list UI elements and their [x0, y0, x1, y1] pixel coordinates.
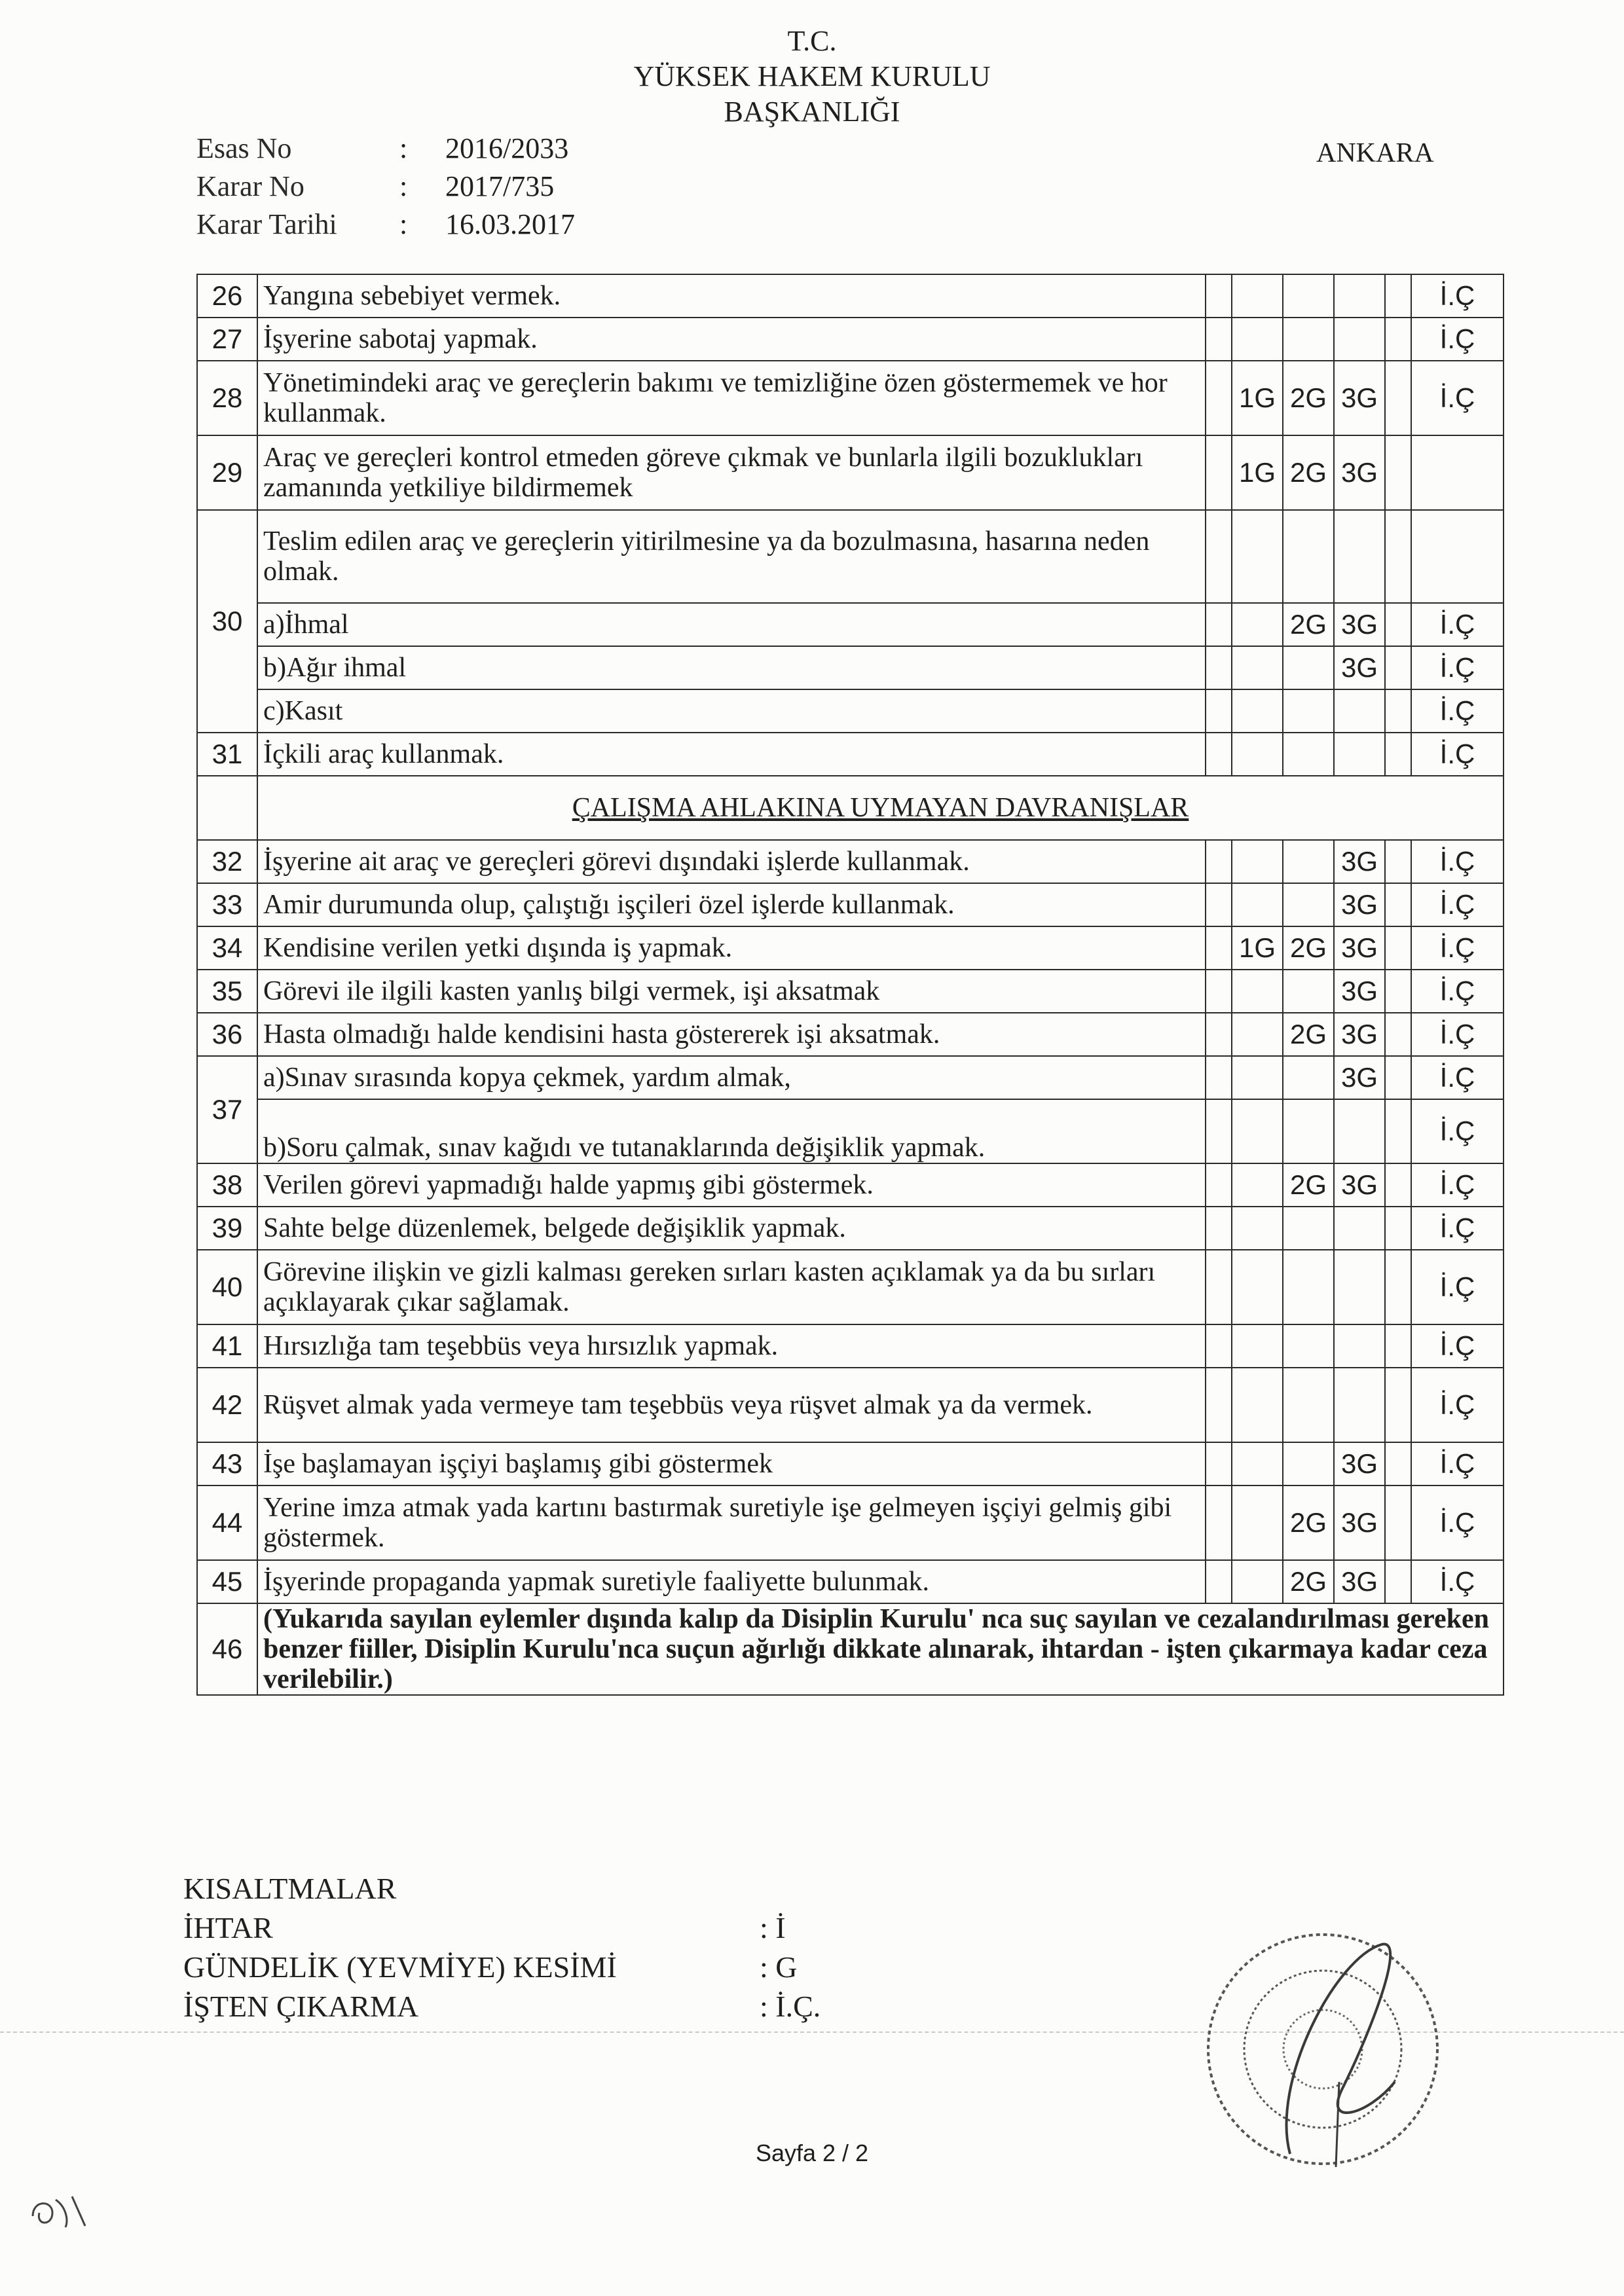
meta-value: 2016/2033 [445, 132, 569, 164]
row-description: Hırsızlığa tam teşebbüs veya hırsızlık yapmak. [257, 1324, 1206, 1368]
meta-colon: : [399, 170, 408, 202]
row-number: 41 [197, 1324, 257, 1368]
table-row [197, 883, 1504, 926]
meta-value: 16.03.2017 [445, 208, 575, 240]
penalty-3g: 3G [1334, 603, 1385, 646]
row-description: İşyerinde propaganda yapmak suretiyle faaliyette bulunmak. [257, 1560, 1206, 1603]
table-row [197, 1560, 1504, 1603]
table-row [197, 1442, 1504, 1485]
meta-esas-no [196, 130, 575, 168]
handwritten-mark [26, 2187, 98, 2236]
penalty-ic: İ.Ç [1411, 1163, 1504, 1207]
row-description: Hasta olmadığı halde kendisini hasta göstererek işi aksatmak. [257, 1013, 1206, 1056]
meta-label: Esas No [196, 132, 292, 164]
section-row [197, 776, 1504, 840]
abbreviation-item [183, 1908, 821, 1948]
penalty-3g: 3G [1334, 926, 1385, 970]
penalty-3g: 3G [1334, 1056, 1385, 1099]
penalty-1g: 1G [1232, 361, 1283, 435]
row-number: 31 [197, 733, 257, 776]
page-number: Sayfa 2 / 2 [755, 2140, 869, 2166]
penalty-2g: 2G [1283, 603, 1334, 646]
header-office: BAŞKANLIĞI [724, 96, 900, 128]
row-description: Kendisine verilen yetki dışında iş yapmak. [257, 926, 1206, 970]
row-number: 40 [197, 1250, 257, 1324]
row-subitem: a)Sınav sırasında kopya çekmek, yardım almak, [257, 1056, 1206, 1099]
row-number: 35 [197, 970, 257, 1013]
penalty-ic: İ.Ç [1411, 1368, 1504, 1442]
penalty-ic: İ.Ç [1411, 361, 1504, 435]
penalty-ic: İ.Ç [1411, 970, 1504, 1013]
abbreviation-value: : İ.Ç. [760, 1990, 821, 2023]
penalty-1g: 1G [1232, 435, 1283, 510]
row-number: 44 [197, 1485, 257, 1560]
penalty-ic: İ.Ç [1411, 1485, 1504, 1560]
meta-karar-tarihi [196, 206, 575, 244]
row-description: (Yukarıda sayılan eylemler dışında kalıp da Disiplin Kurulu' nca suç sayılan ve cezalandırılması gereken benzer fiiller, Disiplin Kurulu'nca suçun ağırlığı dikkate alınarak, ihtardan - işten çıkarmaya kadar ceza verilebilir.) [257, 1603, 1504, 1695]
penalty-2g: 2G [1283, 926, 1334, 970]
table-row [197, 926, 1504, 970]
penalty-1g: 1G [1232, 926, 1283, 970]
penalty-ic: İ.Ç [1411, 646, 1504, 689]
table-row [197, 435, 1504, 510]
row-description: Verilen görevi yapmadığı halde yapmış gibi göstermek. [257, 1163, 1206, 1207]
row-number: 34 [197, 926, 257, 970]
table-row [197, 1099, 1504, 1163]
penalty-ic: İ.Ç [1411, 603, 1504, 646]
row-number: 42 [197, 1368, 257, 1442]
row-number: 28 [197, 361, 257, 435]
meta-colon: : [399, 132, 408, 164]
meta-value: 2017/735 [445, 170, 555, 202]
case-meta [196, 130, 575, 244]
row-number: 30 [197, 510, 257, 733]
penalty-3g: 3G [1334, 840, 1385, 883]
penalty-2g: 2G [1283, 1560, 1334, 1603]
penalty-ic: İ.Ç [1411, 840, 1504, 883]
table-row [197, 840, 1504, 883]
abbreviation-item [183, 1987, 821, 2026]
row-description: Görevi ile ilgili kasten yanlış bilgi vermek, işi aksatmak [257, 970, 1206, 1013]
row-description: İşyerine ait araç ve gereçleri görevi dışındaki işlerde kullanmak. [257, 840, 1206, 883]
meta-label: Karar No [196, 170, 304, 202]
penalty-3g: 3G [1334, 1560, 1385, 1603]
row-number: 27 [197, 318, 257, 361]
table-row [197, 1056, 1504, 1099]
abbreviation-key: İHTAR [183, 1911, 273, 1944]
row-description: Yangına sebebiyet vermek. [257, 274, 1206, 318]
penalty-2g: 2G [1283, 1485, 1334, 1560]
penalty-3g: 3G [1334, 1485, 1385, 1560]
table-row [197, 603, 1504, 646]
table-row [197, 733, 1504, 776]
abbreviation-item [183, 1948, 821, 1987]
row-number: 43 [197, 1442, 257, 1485]
penalty-ic: İ.Ç [1411, 926, 1504, 970]
table-row [197, 274, 1504, 318]
row-description: Sahte belge düzenlemek, belgede değişiklik yapmak. [257, 1207, 1206, 1250]
penalty-3g: 3G [1334, 646, 1385, 689]
table-row [197, 1324, 1504, 1368]
row-number: 32 [197, 840, 257, 883]
penalty-ic: İ.Ç [1411, 318, 1504, 361]
table-row [197, 1603, 1504, 1695]
penalty-3g: 3G [1334, 1442, 1385, 1485]
abbreviation-key: İŞTEN ÇIKARMA [183, 1990, 419, 2023]
row-description: Araç ve gereçleri kontrol etmeden göreve çıkmak ve bunlarla ilgili bozuklukları zamanında yetkiliye bildirmemek [257, 435, 1206, 510]
table-row [197, 1163, 1504, 1207]
penalty-3g: 3G [1334, 361, 1385, 435]
row-description: Yerine imza atmak yada kartını bastırmak suretiyle işe gelmeyen işçiyi gelmiş gibi göstermek. [257, 1485, 1206, 1560]
header-city: ANKARA [1316, 138, 1434, 168]
penalty-ic: İ.Ç [1411, 689, 1504, 733]
section-title: ÇALIŞMA AHLAKINA UYMAYAN DAVRANIŞLAR [257, 776, 1504, 840]
table-row [197, 970, 1504, 1013]
row-description: Teslim edilen araç ve gereçlerin yitirilmesine ya da bozulmasına, hasarına neden olmak. [257, 510, 1206, 603]
penalty-3g: 3G [1334, 435, 1385, 510]
table-row [197, 1368, 1504, 1442]
penalty-ic: İ.Ç [1411, 1099, 1504, 1163]
abbreviation-value: : İ [760, 1911, 786, 1944]
abbreviation-value: : G [760, 1950, 798, 1984]
header-institution: YÜKSEK HAKEM KURULU [633, 60, 991, 92]
table-row [197, 318, 1504, 361]
abbreviations [183, 1869, 821, 2026]
row-number: 46 [197, 1603, 257, 1695]
row-description: İşyerine sabotaj yapmak. [257, 318, 1206, 361]
penalty-3g: 3G [1334, 1013, 1385, 1056]
table-row [197, 1250, 1504, 1324]
penalty-ic: İ.Ç [1411, 1013, 1504, 1056]
penalty-3g: 3G [1334, 1163, 1385, 1207]
row-number: 29 [197, 435, 257, 510]
row-number: 26 [197, 274, 257, 318]
penalty-2g: 2G [1283, 435, 1334, 510]
table-row [197, 361, 1504, 435]
abbreviations-title: KISALTMALAR [183, 1872, 397, 1905]
row-number: 39 [197, 1207, 257, 1250]
row-number: 38 [197, 1163, 257, 1207]
table-row [197, 1013, 1504, 1056]
penalty-ic: İ.Ç [1411, 274, 1504, 318]
penalty-ic: İ.Ç [1411, 1324, 1504, 1368]
row-subitem: a)İhmal [257, 603, 1206, 646]
penalty-2g: 2G [1283, 1163, 1334, 1207]
meta-label: Karar Tarihi [196, 208, 337, 240]
row-description: İçkili araç kullanmak. [257, 733, 1206, 776]
penalty-2g: 2G [1283, 361, 1334, 435]
penalty-ic: İ.Ç [1411, 1442, 1504, 1485]
row-description: Amir durumunda olup, çalıştığı işçileri özel işlerde kullanmak. [257, 883, 1206, 926]
table-row [197, 1207, 1504, 1250]
row-description: Görevine ilişkin ve gizli kalması gereken sırları kasten açıklamak ya da bu sırları açıklayarak çıkar sağlamak. [257, 1250, 1206, 1324]
row-number: 45 [197, 1560, 257, 1603]
row-subitem: c)Kasıt [257, 689, 1206, 733]
penalty-3g: 3G [1334, 883, 1385, 926]
meta-colon: : [399, 208, 408, 240]
abbreviation-key: GÜNDELİK (YEVMİYE) KESİMİ [183, 1950, 617, 1984]
penalty-ic: İ.Ç [1411, 1056, 1504, 1099]
row-number: 33 [197, 883, 257, 926]
table-row [197, 689, 1504, 733]
table-row [197, 510, 1504, 603]
handwritten-initials-icon [26, 2187, 98, 2232]
row-description: Yönetimindeki araç ve gereçlerin bakımı ve temizliğine özen göstermemek ve hor kullanmak. [257, 361, 1206, 435]
row-subitem: b)Soru çalmak, sınav kağıdı ve tutanaklarında değişiklik yapmak. [257, 1099, 1206, 1163]
penalty-ic: İ.Ç [1411, 733, 1504, 776]
meta-karar-no [196, 168, 575, 206]
penalty-ic: İ.Ç [1411, 883, 1504, 926]
row-description: İşe başlamayan işçiyi başlamış gibi göstermek [257, 1442, 1206, 1485]
row-description: Rüşvet almak yada vermeye tam teşebbüs veya rüşvet almak ya da vermek. [257, 1368, 1206, 1442]
penalty-3g: 3G [1334, 970, 1385, 1013]
penalty-2g: 2G [1283, 1013, 1334, 1056]
penalty-ic: İ.Ç [1411, 1250, 1504, 1324]
row-number: 36 [197, 1013, 257, 1056]
discipline-table [196, 274, 1504, 1696]
header-country: T.C. [787, 25, 837, 57]
row-number: 37 [197, 1056, 257, 1163]
row-subitem: b)Ağır ihmal [257, 646, 1206, 689]
table-row [197, 646, 1504, 689]
table-row [197, 1485, 1504, 1560]
penalty-ic: İ.Ç [1411, 1560, 1504, 1603]
penalty-ic: İ.Ç [1411, 1207, 1504, 1250]
